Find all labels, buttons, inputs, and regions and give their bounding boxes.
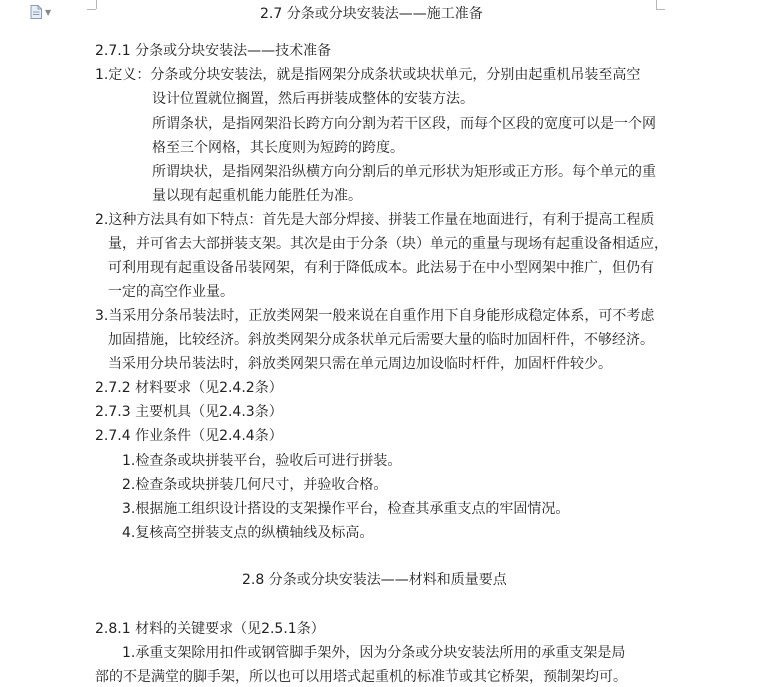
subsection-heading: 2.7.4 作业条件（见2.4.4条） — [95, 428, 283, 444]
list-item: 2.检查条或块拼装几何尺寸，并验收合格。 — [122, 477, 388, 493]
crop-mark — [96, 0, 97, 9]
crop-mark — [656, 9, 665, 10]
crop-mark — [87, 9, 96, 10]
list-item: 1.检查条或块拼装平台，验收后可进行拼装。 — [122, 453, 402, 469]
list-item: 4.复核高空拼装支点的纵横轴线及标高。 — [122, 525, 374, 541]
section-title: 2.7 分条或分块安装法——施工准备 — [260, 6, 483, 22]
paragraph-line: 2.这种方法具有如下特点：首先是大部分焊接、拼装工作量在地面进行，有利于提高工程质 — [95, 212, 655, 228]
paragraph-line: 格至三个网格，其长度则为短跨的跨度。 — [152, 140, 404, 156]
list-item: 3.根据施工组织设计搭设的支架操作平台，检查其承重支点的牢固情况。 — [122, 501, 570, 517]
section-title: 2.8 分条或分块安装法——材料和质量要点 — [242, 572, 507, 588]
paragraph-line: 部的不是满堂的脚手架，所以也可以用塔式起重机的标准节或其它桥架，预制架均可。 — [95, 669, 627, 685]
subsection-heading: 2.7.1 分条或分块安装法——技术准备 — [95, 43, 332, 59]
paragraph-line: 量，并可省去大部拼装支架。其次是由于分条（块）单元的重量与现场有起重设备相适应， — [108, 236, 668, 252]
document-options[interactable] — [30, 5, 51, 19]
paragraph-line: 所谓条状，是指网架沿长跨方向分割为若干区段，而每个区段的宽度可以是一个网 — [152, 116, 656, 132]
crop-mark — [656, 0, 657, 9]
subsection-heading: 2.8.1 材料的关键要求（见2.5.1条） — [95, 621, 325, 637]
paragraph-line: 3.当采用分条吊装法时，正放类网架一般来说在自重作用下自身能形成稳定体系，可不考虑 — [95, 308, 655, 324]
paragraph-line: 一定的高空作业量。 — [108, 284, 234, 300]
chevron-down-icon[interactable]: ▼ — [45, 7, 52, 17]
paragraph-line: 1.承重支架除用扣件或钢管脚手架外，因为分条或分块安装法所用的承重支架是局 — [122, 645, 626, 661]
paragraph-line: 设计位置就位搁置，然后再拼装成整体的安装方法。 — [152, 91, 474, 107]
paragraph-line: 1.定义：分条或分块安装法，就是指网架分成条状或块状单元，分别由起重机吊装至高空 — [95, 67, 641, 83]
subsection-heading: 2.7.2 材料要求（见2.4.2条） — [95, 380, 283, 396]
paragraph-line: 可利用现有起重设备吊装网架，有利于降低成本。此法易于在中小型网架中推广，但仍有 — [108, 260, 654, 276]
paragraph-line: 量以现有起重机能力能胜任为准。 — [152, 188, 362, 204]
paragraph-line: 所谓块状，是指网架沿纵横方向分割后的单元形状为矩形或正方形。每个单元的重 — [152, 164, 656, 180]
subsection-heading: 2.7.3 主要机具（见2.4.3条） — [95, 404, 283, 420]
paragraph-line: 加固措施，比较经济。斜放类网架分成条状单元后需要大量的临时加固杆件，不够经济。 — [108, 332, 654, 348]
document-icon — [30, 5, 42, 19]
paragraph-line: 当采用分块吊装法时，斜放类网架只需在单元周边加设临时杆件，加固杆件较少。 — [108, 356, 612, 372]
